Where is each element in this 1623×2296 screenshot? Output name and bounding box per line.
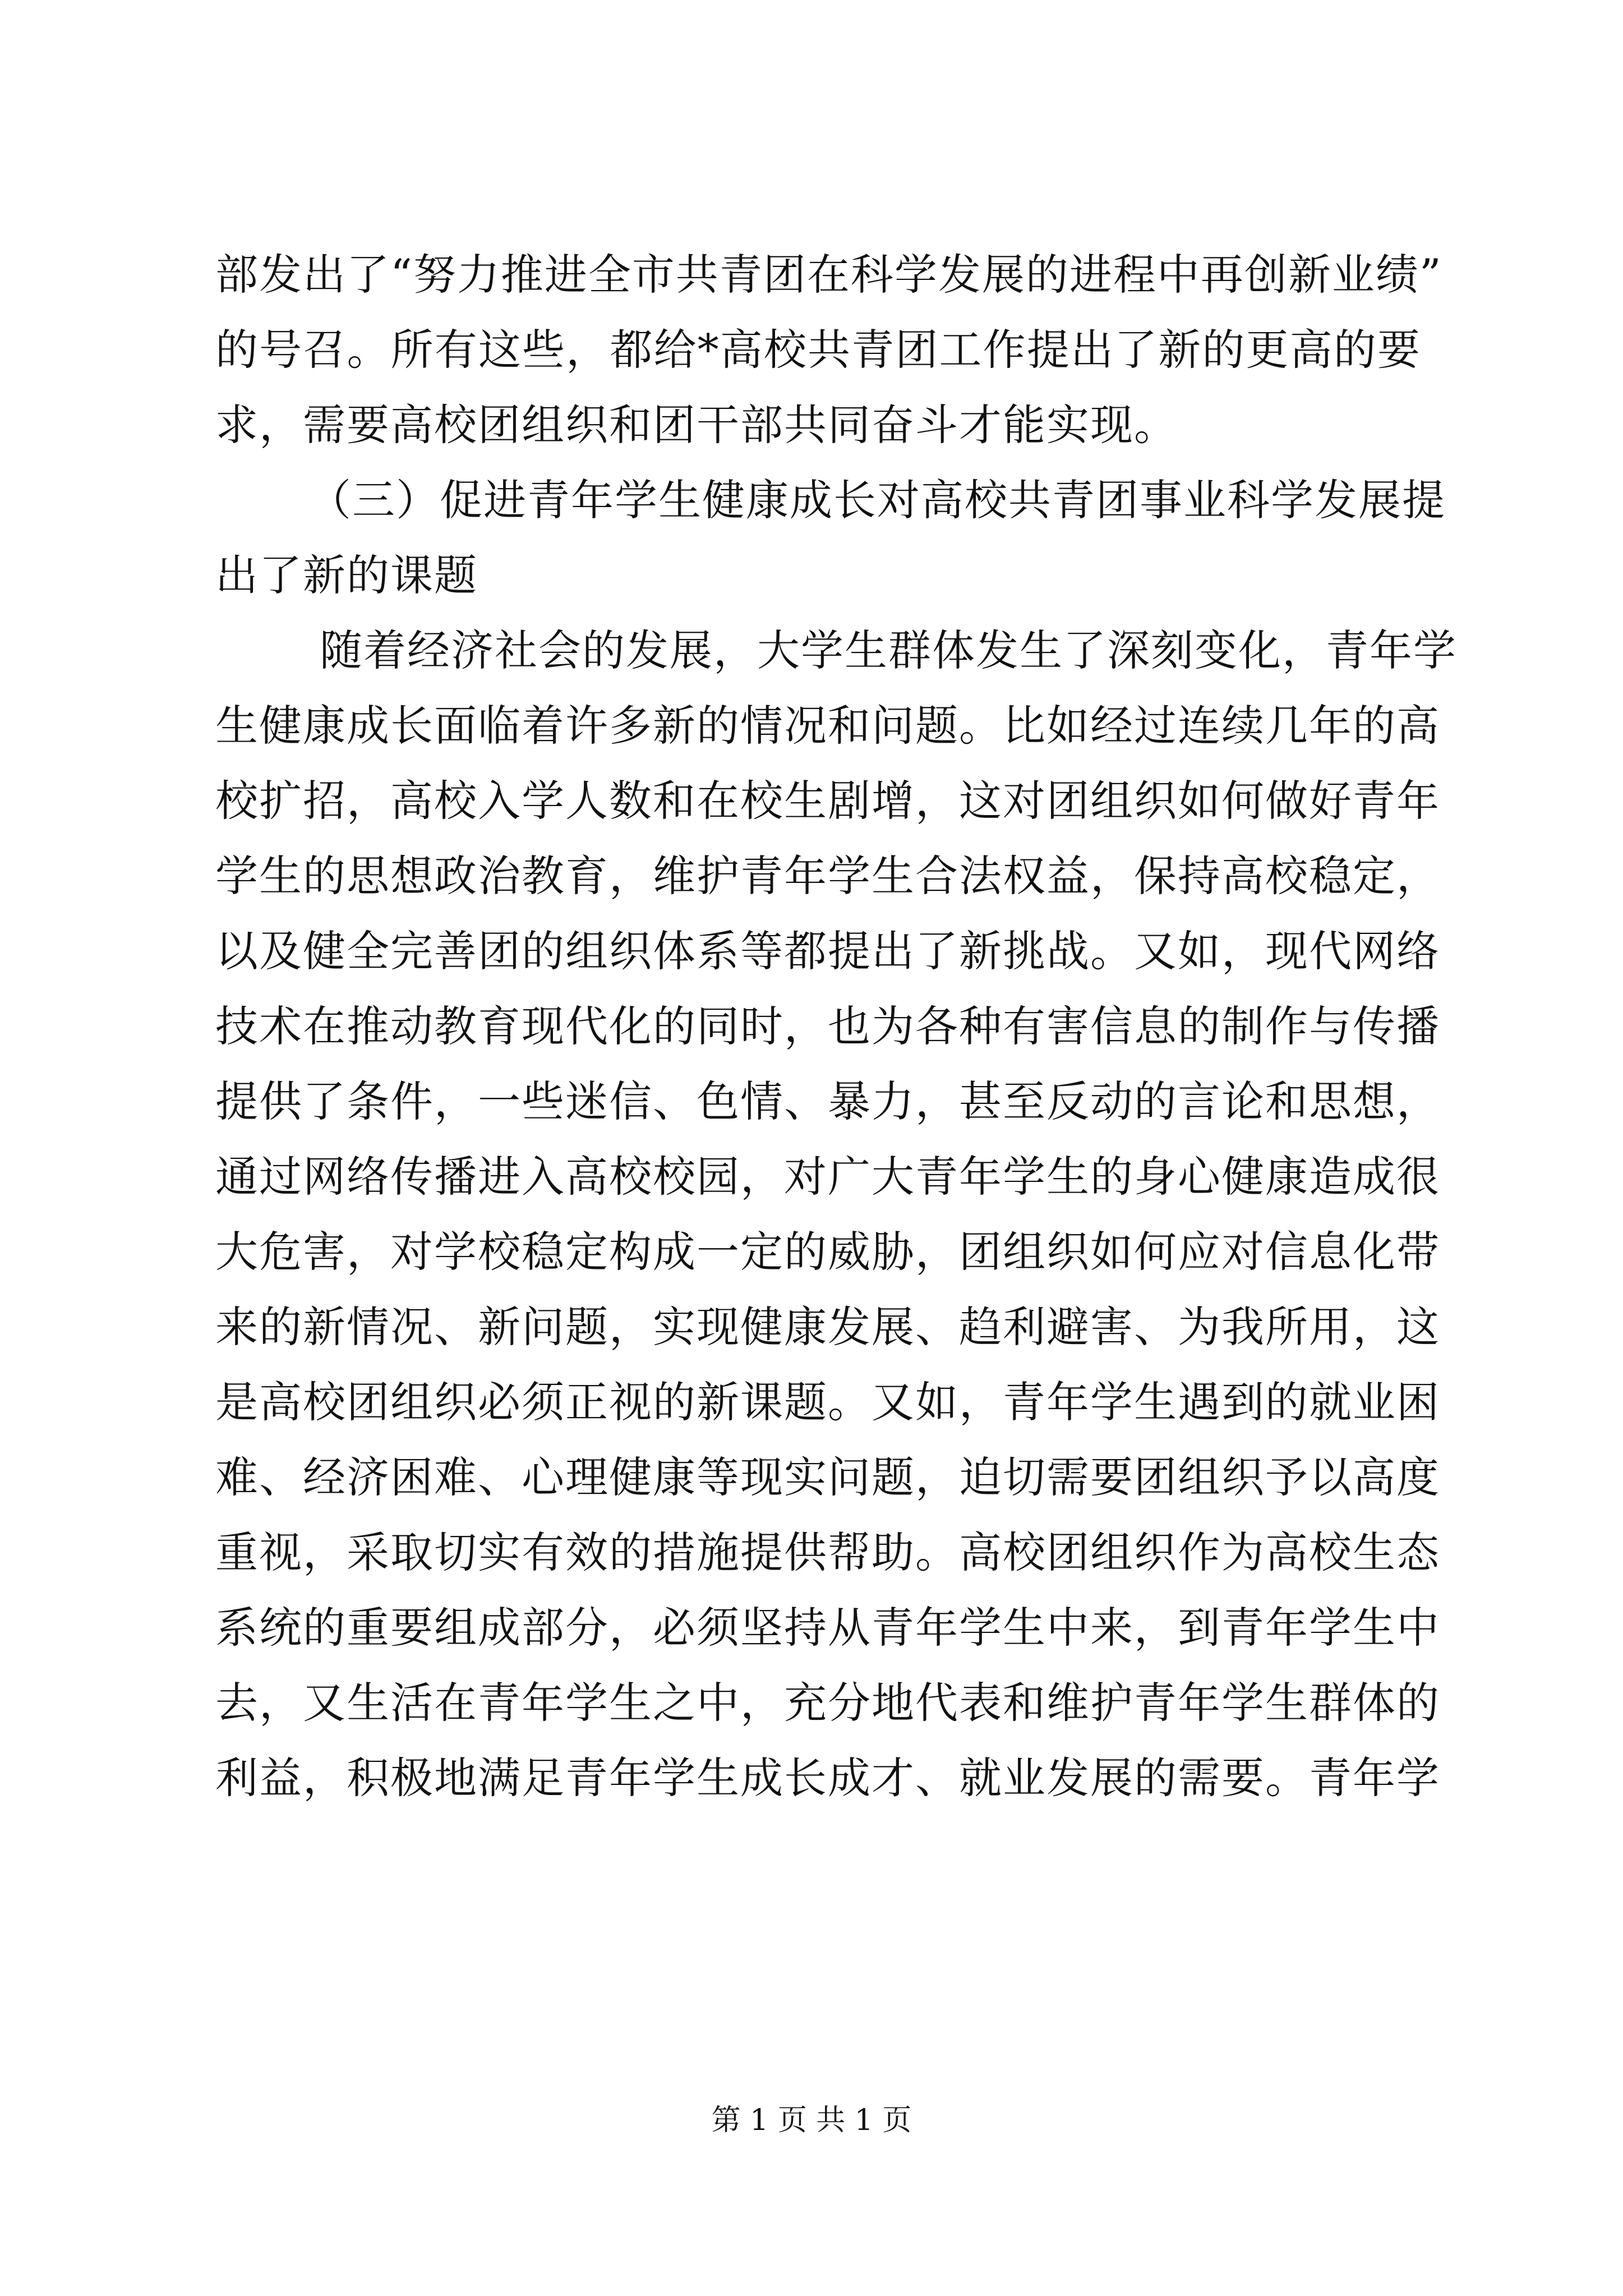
text-line: 系统的重要组成部分，必须坚持从青年学生中来，到青年学生中 (215, 1603, 1440, 1653)
page-number-footer: 第 1 页 共 1 页 (711, 2104, 912, 2137)
text-line: 求，需要高校团组织和团干部共同奋斗才能实现。 (215, 400, 1178, 450)
text-line: 大危害，对学校稳定构成一定的威胁，团组织如何应对信息化带 (215, 1227, 1440, 1277)
text-line: 学生的思想政治教育，维护青年学生合法权益，保持高校稳定， (215, 851, 1440, 901)
text-line: 校扩招，高校入学人数和在校生剧增，这对团组织如何做好青年 (215, 776, 1440, 826)
text-line: 来的新情况、新问题，实现健康发展、趋利避害、为我所用，这 (215, 1302, 1440, 1352)
text-line: 的号召。所有这些，都给*高校共青团工作提出了新的更高的要 (215, 325, 1421, 375)
text-line: 难、经济困难、心理健康等现实问题，迫切需要团组织予以高度 (215, 1452, 1440, 1502)
text-line: 随着经济社会的发展，大学生群体发生了深刻变化，青年学 (320, 625, 1457, 675)
text-line: 通过网络传播进入高校校园，对广大青年学生的身心健康造成很 (215, 1152, 1440, 1202)
section-heading-continued: 出了新的课题 (215, 550, 478, 600)
text-line: 提供了条件，一些迷信、色情、暴力，甚至反动的言论和思想， (215, 1076, 1440, 1126)
text-line: 是高校团组织必须正视的新课题。又如，青年学生遇到的就业困 (215, 1377, 1440, 1427)
text-line: 以及健全完善团的组织体系等都提出了新挑战。又如，现代网络 (215, 926, 1440, 976)
text-line: 技术在推动教育现代化的同时，也为各种有害信息的制作与传播 (215, 1001, 1440, 1051)
text-line: 重视，采取切实有效的措施提供帮助。高校团组织作为高校生态 (215, 1527, 1440, 1577)
section-heading: （三）促进青年学生健康成长对高校共青团事业科学发展提 (308, 475, 1446, 525)
text-line: 去，又生活在青年学生之中，充分地代表和维护青年学生群体的 (215, 1678, 1440, 1728)
text-line: 生健康成长面临着许多新的情况和问题。比如经过连续几年的高 (215, 701, 1440, 751)
text-line: 部发出了“努力推进全市共青团在科学发展的进程中再创新业绩” (215, 250, 1442, 300)
text-line: 利益，积极地满足青年学生成长成才、就业发展的需要。青年学 (215, 1753, 1440, 1803)
